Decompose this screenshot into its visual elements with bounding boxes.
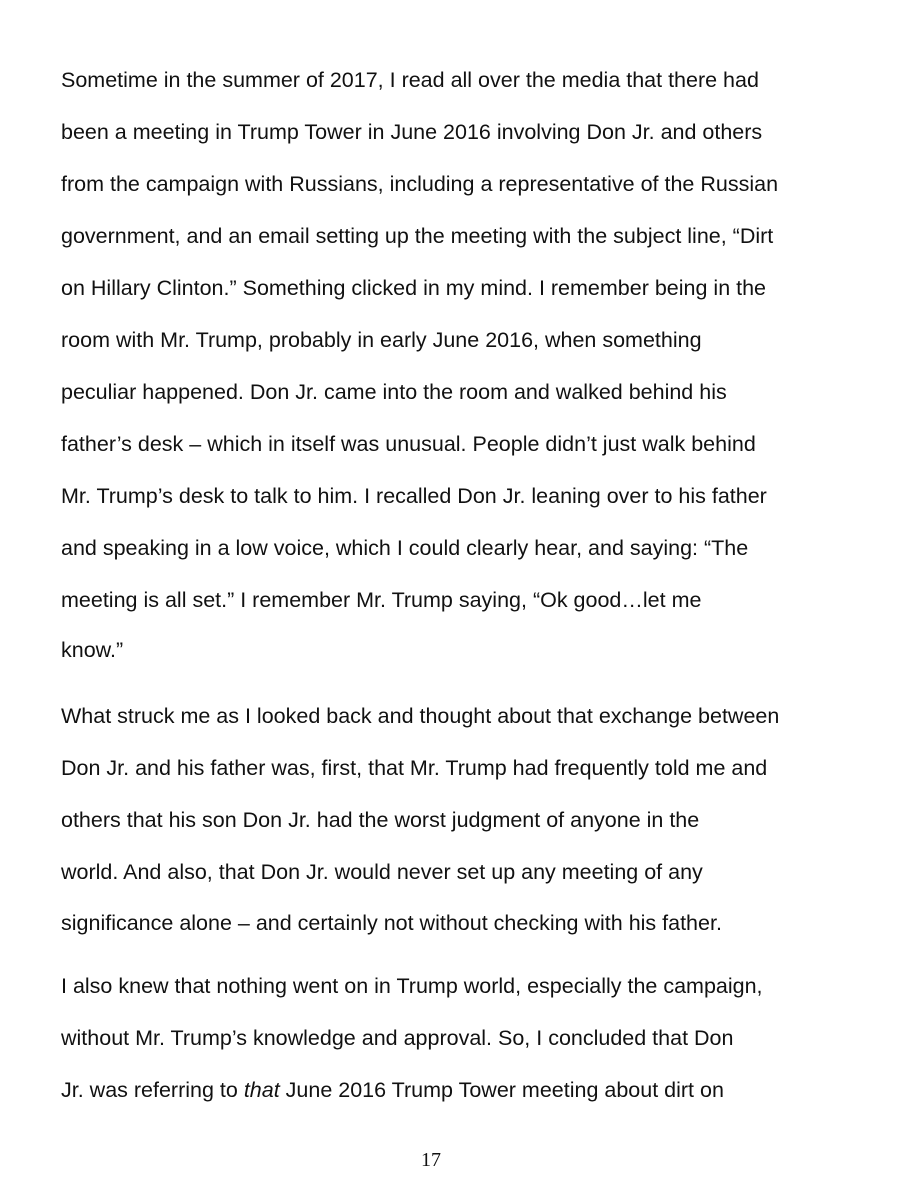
paragraph-line: Mr. Trump’s desk to talk to him. I recalled Don Jr. leaning over to his father (61, 484, 767, 508)
line-text: June 2016 Trump Tower meeting about dirt on (279, 1078, 724, 1102)
paragraph-line (61, 1077, 724, 1103)
paragraph-line: What struck me as I looked back and thought about that exchange between (61, 704, 780, 728)
paragraph-line: and speaking in a low voice, which I could clearly hear, and saying: “The (61, 536, 749, 560)
paragraph-line: on Hillary Clinton.” Something clicked in my mind. I remember being in the (61, 276, 767, 300)
paragraph-line: room with Mr. Trump, probably in early June 2016, when something (61, 328, 702, 352)
paragraph-line: others that his son Don Jr. had the worst judgment of anyone in the (61, 808, 700, 832)
line-text: Jr. was referring to (61, 1078, 244, 1102)
paragraph-line: peculiar happened. Don Jr. came into the room and walked behind his (61, 380, 727, 404)
page-number: 17 (421, 1149, 441, 1171)
paragraph-line: I also knew that nothing went on in Trump world, especially the campaign, (61, 974, 763, 998)
paragraph-line: world. And also, that Don Jr. would never set up any meeting of any (61, 860, 703, 884)
paragraph-line: from the campaign with Russians, including a representative of the Russian (61, 172, 779, 196)
paragraph-line: father’s desk – which in itself was unusual. People didn’t just walk behind (61, 432, 756, 456)
paragraph-line: government, and an email setting up the meeting with the subject line, “Dirt (61, 224, 774, 248)
paragraph-line: know.” (61, 638, 124, 662)
paragraph-line: been a meeting in Trump Tower in June 2016 involving Don Jr. and others (61, 120, 763, 144)
paragraph-line: without Mr. Trump’s knowledge and approval. So, I concluded that Don (61, 1026, 734, 1050)
paragraph-line: Sometime in the summer of 2017, I read all over the media that there had (61, 68, 759, 92)
paragraph-line: meeting is all set.” I remember Mr. Trump saying, “Ok good…let me (61, 588, 702, 612)
paragraph-line: significance alone – and certainly not without checking with his father. (61, 911, 722, 935)
emphasized-word: that (243, 1078, 280, 1102)
paragraph-line: Don Jr. and his father was, first, that Mr. Trump had frequently told me and (61, 756, 768, 780)
